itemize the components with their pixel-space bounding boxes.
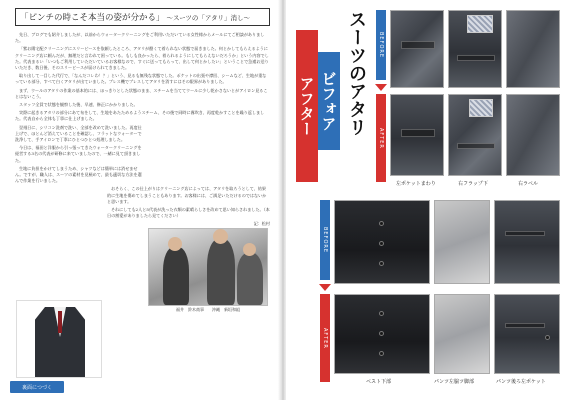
continue-badge: 裏面につづく — [10, 381, 64, 393]
after-tag-top: AFTER — [376, 94, 386, 182]
caption-pants-side: パンツ左脇ツ脚部 — [434, 379, 475, 385]
before-photo-left-pocket — [390, 10, 444, 88]
paragraph: 生地に負担をかけてしまうため、シャツなどは簡単には消せません。ですが、職人は、スーツの素材を見極めて、最も適切な方法を選んで作業を行いました。 — [15, 165, 142, 184]
paragraph: それにしても2人と5代表が洗った衣類の素晴らしさを改めて思い知らされました。（本日の割愛がありましたら見てください） — [107, 207, 270, 219]
before-photo-pants-pocket — [494, 200, 560, 284]
after-heading: アフター — [296, 30, 318, 182]
arrow-down-icon — [319, 284, 331, 291]
before-heading: ビフォア — [318, 52, 340, 150]
left-page — [0, 0, 280, 400]
before-tag-top: BEFORE — [376, 10, 386, 80]
caption-left-pocket: 左ポケットまわり — [396, 181, 436, 187]
right-page — [286, 0, 566, 400]
paragraph: 先日、ブログでも紹介しましたが、以前からウォータークリーニングをご利用いただいている女性様からメールにてご相談がありました。 — [15, 32, 265, 44]
article-body — [15, 32, 270, 230]
workers-photo-caption: 福井 鈴木商事 沖縄 新垣和組 — [176, 307, 240, 312]
caption-right-flap: 右フラップ下 — [458, 181, 488, 187]
paragraph: 今日は、福田と洋服から引っ張ってきたウォータークリーニングを経営する3名の代表が研修に来ていましたので、一緒に見て頂きました。 — [15, 145, 142, 163]
paragraph: 取り出して一目した代行で、「なんだコレわ！？」という、見るも無残な状態でした。ポケットの出張や襟回、シームなど、生地が重なっている部分、すべて白くアタリが出ていました。プレス機でプレスしてアタリを消すにはその限界がありました。 — [15, 73, 267, 85]
before-tag-bottom: BEFORE — [320, 200, 330, 280]
author-note: 記：松村 — [253, 221, 270, 227]
paragraph: スタッフ全員で状態を観察した後、早速、修正にかかりました。 — [19, 102, 138, 108]
workers-photo — [148, 228, 268, 306]
article-headline — [15, 8, 270, 26]
after-photo-right-lapel — [506, 94, 560, 176]
after-photo-pants-pocket — [494, 294, 560, 374]
caption-pants-pocket: パンツ後ろ左ポケット — [496, 379, 546, 385]
page-title: スーツのアタリ — [346, 10, 367, 136]
arrow-down-icon — [375, 84, 387, 91]
before-photo-pants-side — [434, 200, 490, 284]
caption-right-lapel: 右ラペル — [518, 181, 539, 187]
paragraph: 「紫お陽宅配クリーニングにスリーピースを依頼したところ、アタリが酷くて着られない状態で届きました。何とかしてもらえるようにクリーニング店に頼んだが、無理だと言われて困っている。もしも良かったら、着られるようにしてもらえないだろうか」という内容でした。代表まるい「いつもご利用していただいているお客様なので、すぐに送ってもらって、出して何とかしたい」ということで急遽お送りいただき、数日後、そのスリーピースが届けられてきました。 — [15, 46, 269, 71]
after-tag-bottom: AFTER — [320, 294, 330, 382]
before-photo-vest — [334, 200, 430, 284]
after-photo-pants-side — [434, 294, 490, 374]
headline-main: 「ピンチの時こそ本当の姿が分かる」 — [20, 13, 165, 23]
paragraph: まず、ウールのアタリの作業の基本的には、ほっきりとした状態のまま、スチームを当ててウールに少し乾かさないとがアイロン見ることはないこう。 — [15, 87, 268, 99]
paragraph: 翌週日に、シリコン洗剤で洗い、全部を改めて洗いました。再度仕上げで、ほとんど消えていることを確認し、フラットなウォーターで洗浄して、手アイロンで丁寧にひとつひとつ処理しました。 — [15, 124, 142, 143]
before-photo-right-lapel — [506, 10, 560, 88]
caption-vest: ベスト下部 — [366, 379, 392, 385]
headline-sub: 〜スーツの「アタリ」消し〜 — [166, 13, 250, 22]
suit-photo — [16, 300, 102, 378]
paragraph: 実際に起きるアタリの部分にあて布をして、生地をあたためるようスチーム、その後で同時に霧吹き、再度乾かすことを繰り返しました。代表自から全体も丁寧に仕上げました。 — [15, 110, 265, 122]
before-photo-right-flap — [448, 10, 502, 88]
after-photo-vest — [334, 294, 430, 374]
after-photo-right-flap — [448, 94, 502, 176]
after-photo-left-pocket — [390, 94, 444, 176]
paragraph: おそらく、この仕上がりはクリーニング店によっては、アタリを取ろうとして、結果的に生地を傷めてしまうこともあります。お客様には、ご満足いただけるのではないかと思います。 — [107, 186, 267, 204]
